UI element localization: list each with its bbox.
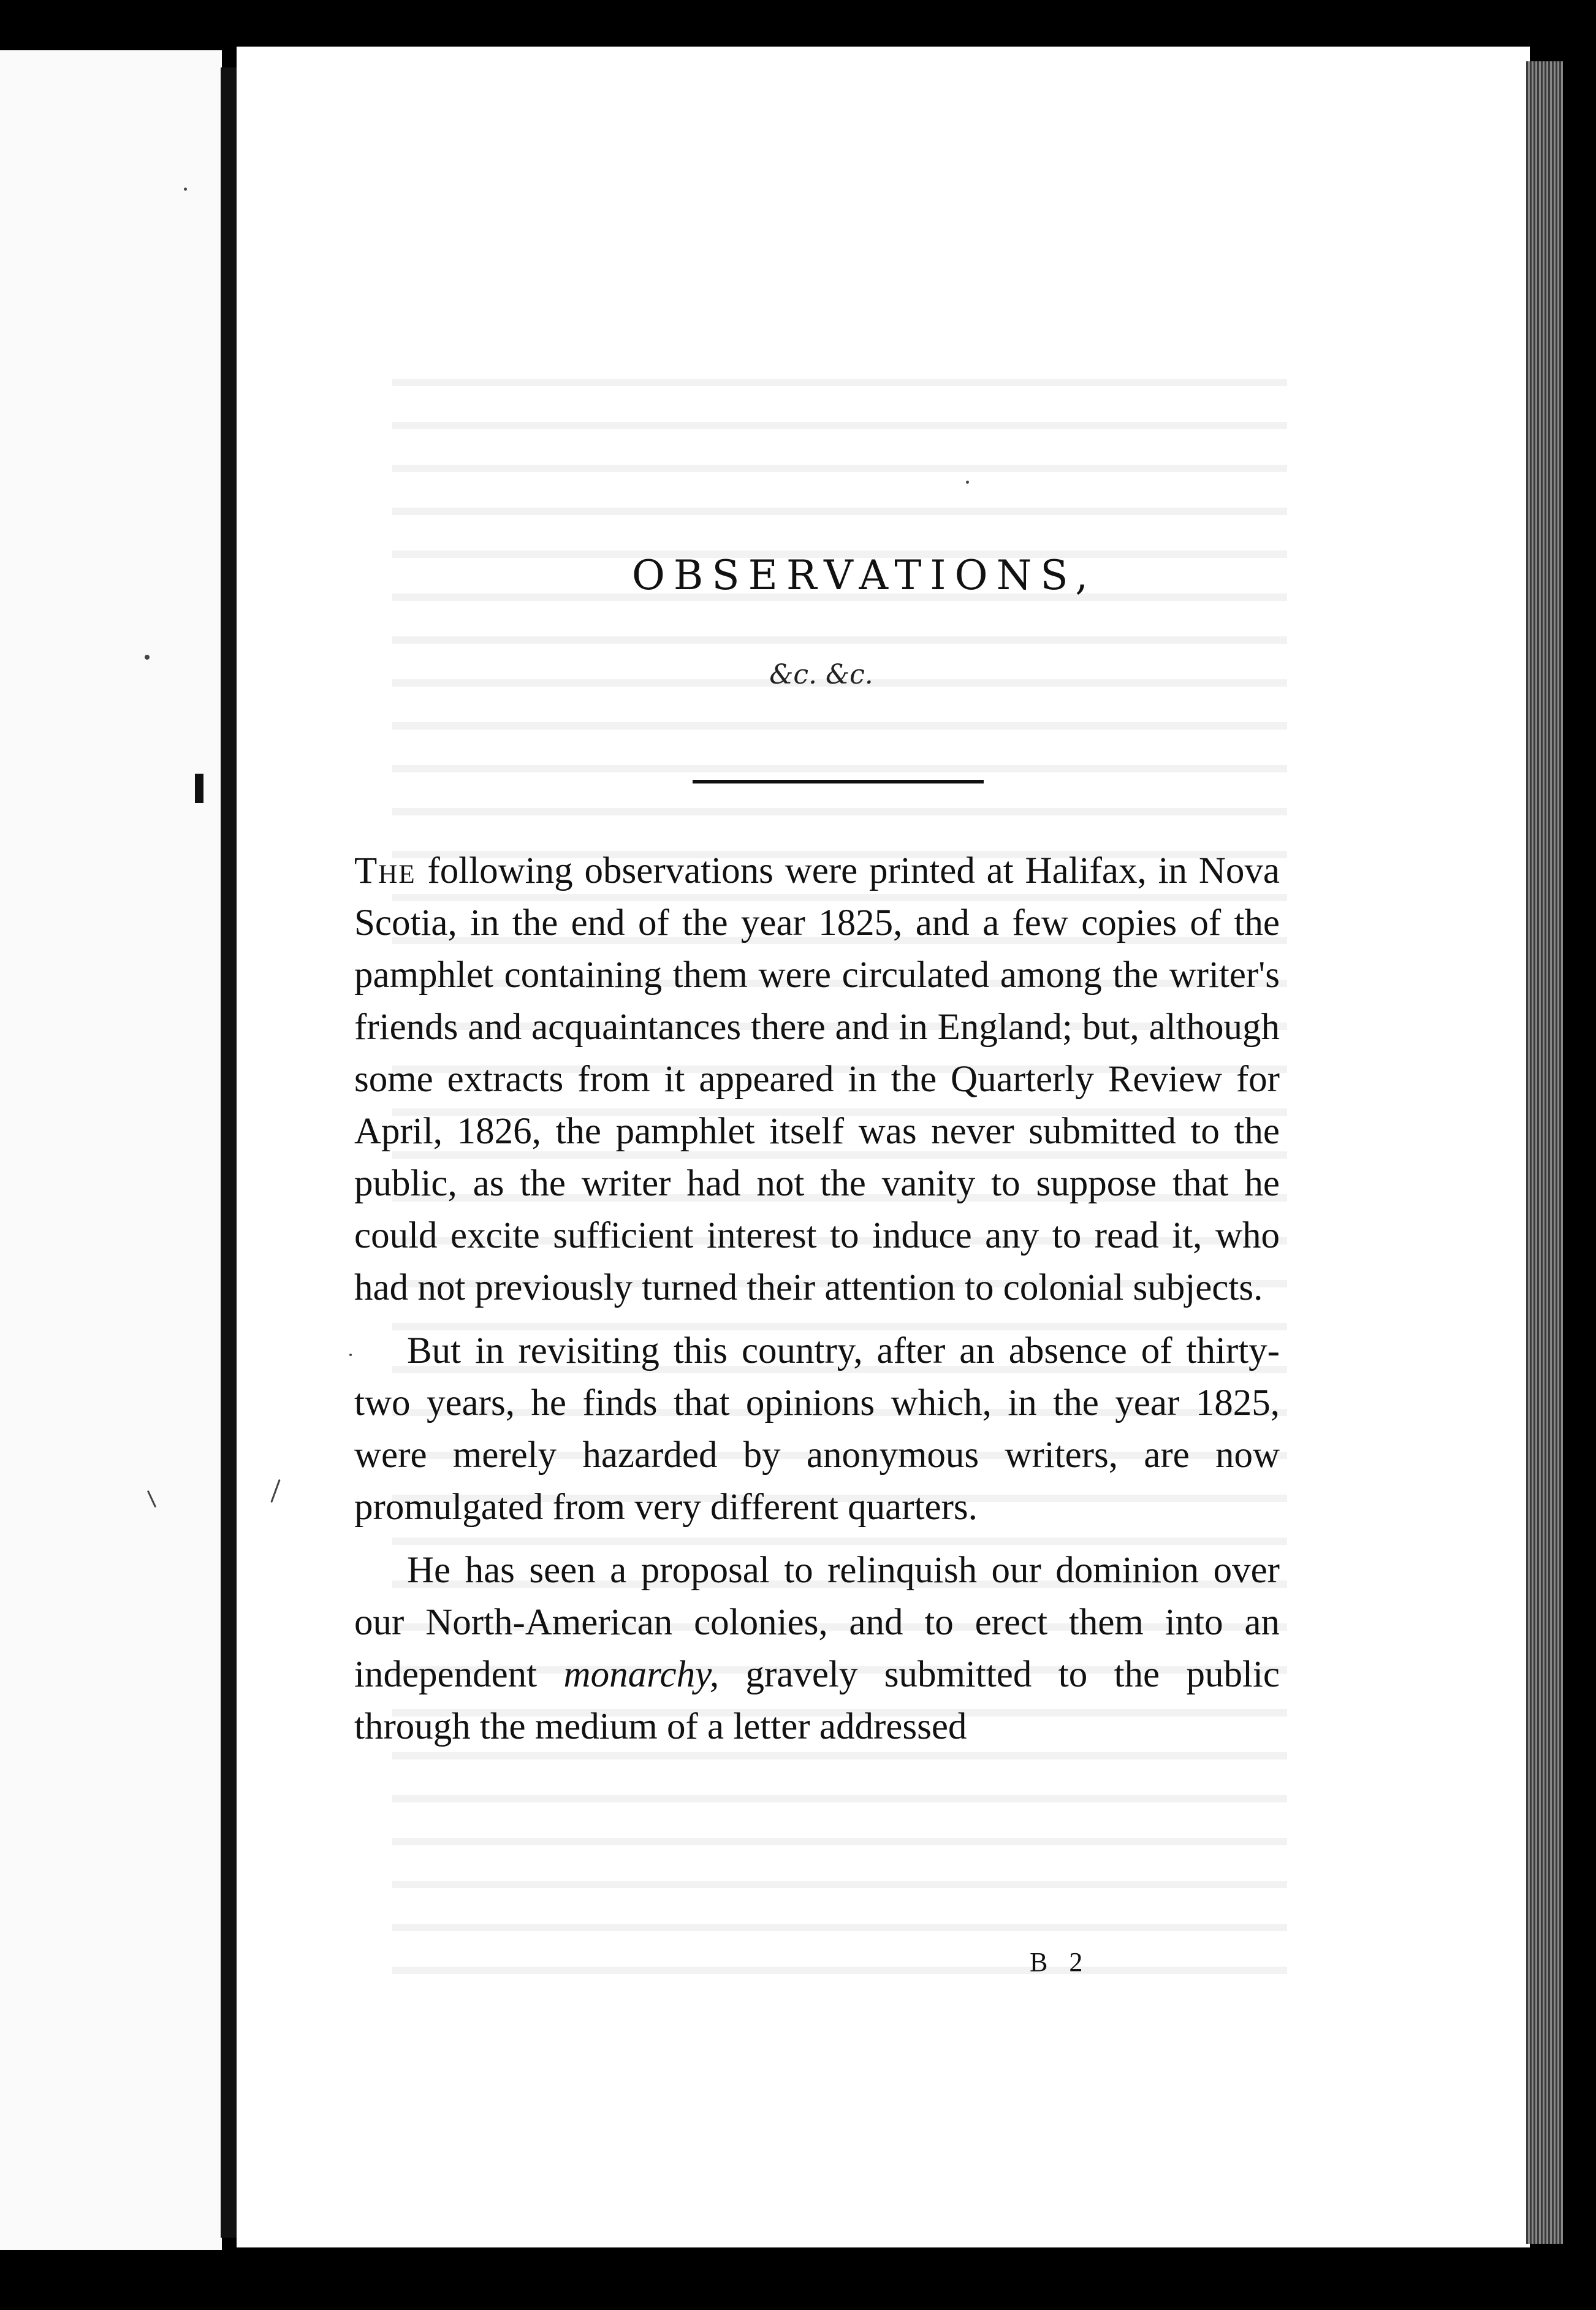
title-rule [693, 780, 984, 783]
paragraph-text: He has seen a proposal to relinquish our dominion over our North-American colonies, and to erect them into an independent [354, 1550, 1280, 1695]
dust-speck [966, 481, 969, 484]
dust-speck [349, 1354, 352, 1356]
signature-mark: B 2 [1030, 1947, 1090, 1977]
paragraph [354, 1325, 1280, 1533]
paragraph [354, 845, 1280, 1314]
page-title: OBSERVATIONS, [631, 552, 1097, 599]
dust-speck [184, 188, 187, 191]
body-text [354, 845, 1280, 1753]
scan-border [1563, 50, 1596, 2257]
paragraph-text: gravely submitted to the public through the medium of a letter addressed [354, 1654, 1280, 1747]
page-stack-edge [1526, 61, 1563, 2244]
binding-mark [195, 774, 203, 803]
lead-word: The [354, 850, 416, 891]
heading-block [466, 552, 1263, 599]
page-subtitle: &c. &c. [769, 659, 873, 690]
book-gutter [221, 67, 237, 2238]
dust-speck [145, 655, 150, 660]
paragraph-text: But in revisiting this country, after an absence of thirty-two years, he finds that opinions which, in the year 1825, were merely hazarded by anonymous writers, are now promulgated from very different quarters. [354, 1330, 1280, 1528]
paragraph-text: following observations were printed at Halifax, in Nova Scotia, in the end of the year 1825, and a few copies of the pamphlet containing them were circulated among the writer's friends and acquaintances there and in England; but, although some extracts from it appeared in the Quarterly Review for April, 1826, the pamphlet itself was never submitted to the public, as the writer had not the vanity to suppose that he could excite sufficient interest to induce any to read it, who had not previously turned their attention to colonial subjects. [354, 850, 1280, 1308]
emphasis-text: monarchy, [563, 1654, 720, 1695]
paragraph [354, 1544, 1280, 1753]
facing-page-edge [0, 50, 222, 2250]
